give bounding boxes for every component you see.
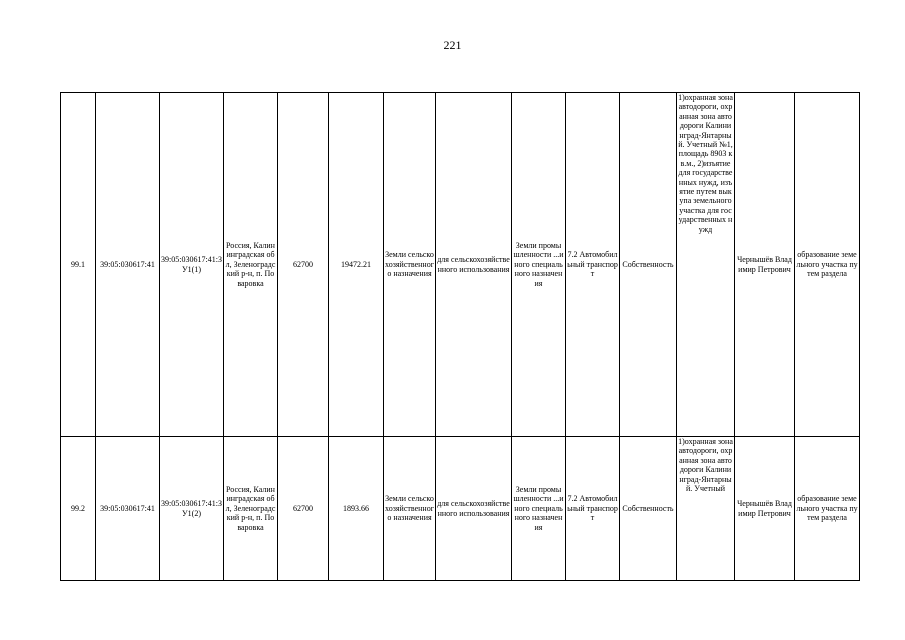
code: 62700 <box>278 93 329 437</box>
table-row <box>61 93 860 437</box>
plot-designation: 39:05:030617:41:ЗУ1(1) <box>160 93 224 437</box>
cadastral-number: 39:05:030617:41 <box>96 93 160 437</box>
owner: Чернышёв Владимир Петрович <box>735 93 795 437</box>
right-type: Собственность <box>620 437 677 581</box>
code: 62700 <box>278 437 329 581</box>
target-land-category: Земли промышленности ...иного специального назначения <box>512 437 566 581</box>
row-number: 99.1 <box>61 93 96 437</box>
area: 1893.66 <box>329 437 384 581</box>
table-row <box>61 437 860 581</box>
permitted-use: для сельскохозяйственного использования <box>436 437 512 581</box>
address: Россия, Калининградская обл, Зеленоградский р-н, п. Поваровка <box>224 437 278 581</box>
cadastral-number: 39:05:030617:41 <box>96 437 160 581</box>
land-category: Земли сельскохозяйственного назначения <box>384 93 436 437</box>
permitted-use: для сельскохозяйственного использования <box>436 93 512 437</box>
right-type: Собственность <box>620 93 677 437</box>
encumbrances: 1)охранная зона автодороги, охранная зона автодороги Калининград-Янтарный. Учетный <box>677 437 735 581</box>
plot-designation: 39:05:030617:41:ЗУ1(2) <box>160 437 224 581</box>
land-category: Земли сельскохозяйственного назначения <box>384 437 436 581</box>
formation-method: образование земельного участка путем раздела <box>795 437 860 581</box>
target-land-category: Земли промышленности ...иного специального назначения <box>512 93 566 437</box>
area: 19472.21 <box>329 93 384 437</box>
formation-method: образование земельного участка путем раздела <box>795 93 860 437</box>
address: Россия, Калининградская обл, Зеленоградский р-н, п. Поваровка <box>224 93 278 437</box>
target-permitted-use: 7.2 Автомобильный транспорт <box>566 93 620 437</box>
owner: Чернышёв Владимир Петрович <box>735 437 795 581</box>
target-permitted-use: 7.2 Автомобильный транспорт <box>566 437 620 581</box>
encumbrances: 1)охранная зона автодороги, охранная зона автодороги Калининград-Янтарный. Учетный №1, площадь 8903 кв.м., 2)изъятие для государственных нужд, изъятие путем выкупа земельного участка для государственных нужд <box>677 93 735 437</box>
page-number: 221 <box>443 38 462 52</box>
land-plot-table <box>60 92 860 581</box>
row-number: 99.2 <box>61 437 96 581</box>
